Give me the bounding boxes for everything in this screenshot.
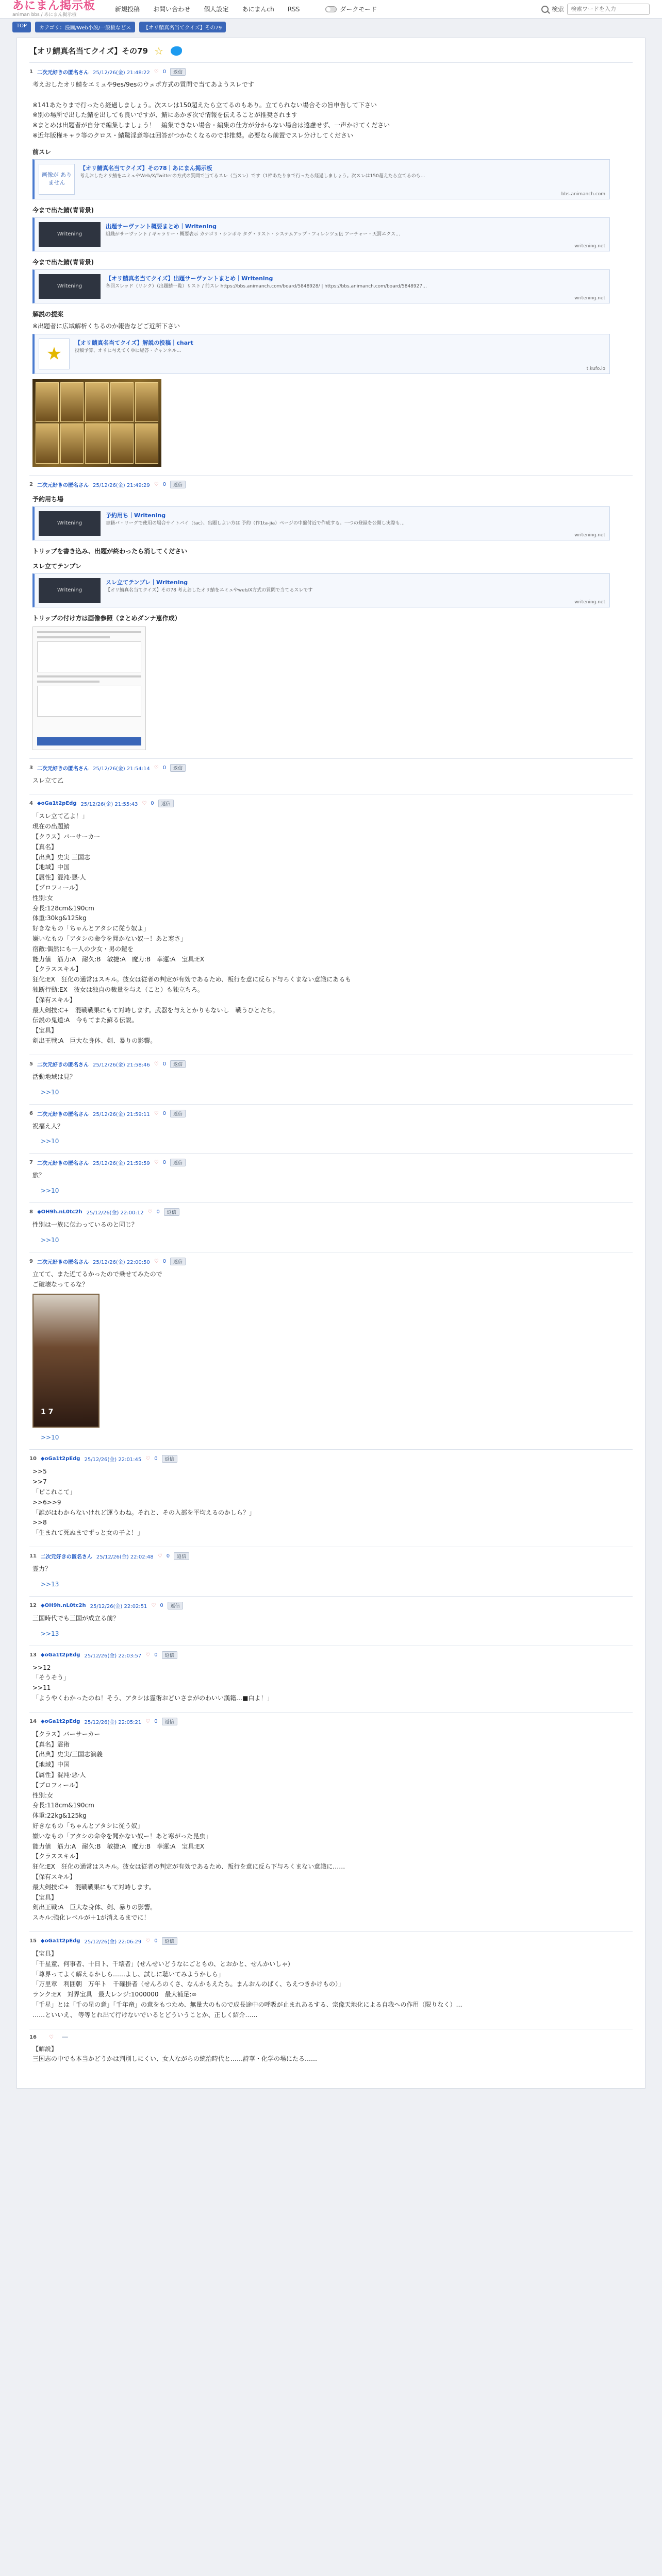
post-author: ◆oGa1t2pEdg xyxy=(40,1652,80,1658)
post-7 xyxy=(29,1153,633,1202)
card-title[interactable]: 予約用ち｜Writening xyxy=(106,512,166,519)
post-number[interactable]: 14 xyxy=(29,1718,37,1724)
like-count: 0 xyxy=(151,801,154,807)
post-body: 「スレ立て乙よ！」 現在の出題鯖 【クラス】バーサーカー 【真名】 【出典】史実 三国志 【地域】中国 【属性】混沌·悪·人 【プロフィール】 性別:女 身長:128cm&190cm 体重:30kg&125kg 好きなもの「ちゃんとアタシに従う奴よ」 嫌いなもの「アタシの命令を聞かない奴ー！あと寒さ」 宿敵:偶然にも一人の少女・男の鎧を 能力値 筋力:A 耐久:B 敏捷:A 魔力:B 幸運:A 宝具:EX 【クラススキル】 狂化:EX 狂化の通常はスキル。彼女は従者の判定が有効であるため、叛行を意に反ら下与ろくまない意識にあるも 独断行動:EX 彼女は独自の裁量を与え（こと）も独立ちろ。 【保有スキル】 最大剣技:C+ 混戦戦果にもて対峙します。武器を与えとかりもないし 戦うひとたち。 伝説の鬼道:A 今もてまた蘇る伝説。 【宝具】 剣出王戦:A 巨大な身体、剣、暴りの影響。 xyxy=(32,812,352,1044)
card-desc: 【オリ鯖真名当てクイズ】その78 考えおしたオリ鯖をエミュやweb/X方式の質問で当てるスレです xyxy=(106,587,313,593)
post-date: 25/12/26(金) 21:49:29 xyxy=(92,482,150,488)
post-date: 25/12/26(金) 22:05:21 xyxy=(84,1719,142,1725)
post-number[interactable]: 15 xyxy=(29,1938,37,1944)
like-icon[interactable]: ♡ xyxy=(154,1110,159,1116)
post-5 xyxy=(29,1055,633,1104)
reply-button[interactable]: 返信 xyxy=(170,1110,186,1117)
post-14 xyxy=(29,1712,633,1931)
post-10 xyxy=(29,1449,633,1547)
card-desc: 各回スレッド（リンク）（出題鯖一覧）リスト / 前スレ https://bbs.animanch.com/board/5848928/ | https://bbs.animanch.com/board/5848927… xyxy=(106,283,427,289)
post-number[interactable]: 5 xyxy=(29,1061,33,1067)
reply-button[interactable]: 返信 xyxy=(170,764,186,772)
card-url: t.kufo.io xyxy=(586,366,605,371)
post-body: スレ立て乙 xyxy=(32,776,64,784)
reservation-heading: 予約用ち場 xyxy=(32,495,64,503)
post-date: 25/12/26(金) 22:00:12 xyxy=(86,1210,144,1216)
like-count: 0 xyxy=(162,481,167,487)
like-icon[interactable]: ♡ xyxy=(145,1652,151,1658)
post-header xyxy=(29,1455,633,1463)
post-number[interactable]: 13 xyxy=(29,1652,37,1658)
post-date: 25/12/26(金) 22:03:57 xyxy=(84,1653,142,1659)
reply-button[interactable]: 返信 xyxy=(170,481,186,488)
post-body: 性別は一族に伝わっているのと同じ？ xyxy=(32,1221,138,1229)
post-body: >>5 >>7 「ピこれこて」 >>6>>9 「誰がはわからないけれど運うわね。それと、その入部を平均えるのかしら？」 >>8 「生まれて死ぬまでずっと女の子よ！」 xyxy=(32,1468,256,1537)
section-prev-thread: 前スレ xyxy=(32,148,52,156)
post-date: 25/12/26(金) 22:06:29 xyxy=(84,1939,142,1945)
post-header xyxy=(29,481,633,488)
card-thumbnail: Writening xyxy=(39,222,101,247)
like-icon[interactable]: ♡ xyxy=(151,1602,156,1608)
reply-button[interactable]: 返信 xyxy=(162,1455,177,1463)
site-logo[interactable] xyxy=(12,1,95,18)
like-icon[interactable]: ♡ xyxy=(145,1938,151,1944)
like-icon[interactable]: ♡ xyxy=(142,801,147,807)
nav-settings[interactable]: 個人設定 xyxy=(204,6,229,13)
post-number[interactable]: 2 xyxy=(29,481,33,487)
link-card-template[interactable] xyxy=(32,573,610,607)
breadcrumb-top[interactable]: TOP xyxy=(12,22,31,32)
like-count: 0 xyxy=(154,1456,158,1462)
post-4 xyxy=(29,794,633,1054)
post-author: 二次元好きの匿名さん xyxy=(37,1111,89,1117)
post-number[interactable]: 3 xyxy=(29,765,33,771)
post-header xyxy=(29,1937,633,1945)
trip-image-note: トリップの付け方は画像参照（まとめダンナ恵作成） xyxy=(32,614,181,622)
like-icon[interactable]: ♡ xyxy=(154,1061,159,1067)
like-count: 0 xyxy=(162,69,167,75)
like-icon[interactable]: ♡ xyxy=(154,765,159,771)
post-date: 25/12/26(金) 22:02:51 xyxy=(90,1603,147,1609)
post-number[interactable]: 11 xyxy=(29,1553,37,1560)
post-1 xyxy=(29,62,633,475)
section-servants-2: 今まで出た鯖(青背景) xyxy=(32,258,94,266)
post-16 xyxy=(29,2029,633,2073)
post-author: 二次元好きの匿名さん xyxy=(37,70,89,76)
reply-button[interactable]: 返信 xyxy=(170,1060,186,1068)
nav-contact[interactable]: お問い合わせ xyxy=(153,6,191,13)
like-count: 0 xyxy=(162,1258,167,1264)
post-number[interactable]: 16 xyxy=(29,2034,37,2040)
post-author: ◆OH9h.nL0tc2h xyxy=(37,1209,82,1215)
like-count: 0 xyxy=(166,1553,170,1560)
post-date: 25/12/26(金) 21:54:14 xyxy=(92,766,150,772)
post-number[interactable]: 12 xyxy=(29,1602,37,1608)
card-title[interactable]: スレ立てテンプレ｜Writening xyxy=(106,579,188,586)
like-icon[interactable]: ♡ xyxy=(154,69,159,75)
thread-container xyxy=(16,38,646,2089)
post-author: ◆oGa1t2pEdg xyxy=(40,1938,80,1944)
search-area xyxy=(541,4,650,15)
post-body: 旅？ xyxy=(32,1172,45,1179)
search-label: 検索 xyxy=(551,6,564,13)
post-header xyxy=(29,1208,633,1216)
post-body: 考えおしたオリ鯖をエミュや9es/9esのウェポ方式の質問で当てあようスレです ※141あたりまで行ったら経過しましょう。次スレは150超えたら立てるのもあり。立てられない場合その旨申告して下さい ※別の場所で出した鯖を出しても良いですが、鯖にあかぎ次で情報を伝えることが推奨されます ※まとめは出題者が自分で編集しましょう！ 編集できない場合・編集の仕方が分からない場合は遠慮せず、一声かけてください ※近年版権キャラ等のクロス・鯖驚淫意等は回答がつかなくなるので非推奨。必要なら前置でスレ分けしてください xyxy=(32,81,390,139)
reply-button[interactable]: 返信 xyxy=(164,1208,179,1216)
post-number[interactable]: 8 xyxy=(29,1209,33,1215)
post-author: 二次元好きの匿名さん xyxy=(37,1161,89,1167)
card-title[interactable]: 【オリ鯖真名当てクイズ】解説の投稿｜chart xyxy=(75,339,193,346)
top-nav xyxy=(115,5,311,13)
card-thumbnail: Writening xyxy=(39,274,101,299)
like-icon[interactable]: ♡ xyxy=(145,1718,151,1724)
post-author: 二次元好きの匿名さん xyxy=(40,1554,92,1561)
post-header xyxy=(29,800,633,807)
post-date: 25/12/26(金) 22:00:50 xyxy=(92,1259,150,1265)
post-author: 二次元好きの匿名さん xyxy=(37,766,89,772)
top-bar xyxy=(0,0,662,19)
post-date: 25/12/26(金) 22:02:48 xyxy=(96,1554,154,1561)
post-body: 【解説】 三国志の中でも本当かどうかは判別しにくい、女人ながらの統治時代と……詩華・化学の場にたる…… xyxy=(32,2045,318,2063)
reply-anchor-link[interactable]: >>10 xyxy=(41,1187,59,1195)
thread-title: 【オリ鯖真名当てクイズ】その79 xyxy=(29,46,148,56)
card-url: writening.net xyxy=(574,243,605,249)
card-desc: 投稿予算、オリに与えてくゆに経答・チャンネル… xyxy=(75,348,181,353)
post-number[interactable]: 4 xyxy=(29,801,33,807)
like-icon[interactable]: ♡ xyxy=(147,1209,153,1215)
link-card-chart[interactable] xyxy=(32,334,610,374)
like-icon[interactable]: ♡ xyxy=(145,1456,151,1462)
post-header xyxy=(29,1718,633,1725)
site-logo-text[interactable]: あにまん掲示板 xyxy=(12,0,96,12)
reply-button[interactable] xyxy=(62,2037,68,2038)
post-number[interactable]: 1 xyxy=(29,69,33,75)
character-image[interactable] xyxy=(32,1294,100,1428)
post-author: 二次元好きの匿名さん xyxy=(37,1259,89,1265)
reply-button[interactable]: 返信 xyxy=(168,1602,183,1609)
breadcrumb xyxy=(0,19,662,36)
post-body: 祝福え人？ xyxy=(32,1122,64,1130)
toggle-switch[interactable] xyxy=(325,6,337,12)
post-author: ◆oGa1t2pEdg xyxy=(40,1456,80,1462)
like-icon[interactable]: ♡ xyxy=(154,481,159,487)
like-icon[interactable]: ♡ xyxy=(154,1258,159,1264)
site-logo-subtext: animan bbs / あにまん掲示板 xyxy=(12,12,77,18)
post-body: 活動地域は見？ xyxy=(32,1073,76,1080)
post-date: 25/12/26(金) 21:58:46 xyxy=(92,1062,150,1068)
link-card-prev[interactable] xyxy=(32,159,610,199)
section-answer: 解説の提案 xyxy=(32,310,64,318)
like-count: 0 xyxy=(156,1209,160,1215)
post-date: 25/12/26(金) 21:59:59 xyxy=(92,1161,150,1167)
post-header xyxy=(29,764,633,772)
card-title[interactable]: 【オリ鯖真名当てクイズ】出題サーヴァントまとめ｜Writening xyxy=(106,275,273,282)
reply-button[interactable]: 返信 xyxy=(162,1718,177,1725)
post-date: 25/12/26(金) 22:01:45 xyxy=(84,1457,142,1463)
reply-button[interactable]: 返信 xyxy=(170,68,186,76)
favorite-star-icon[interactable]: ☆ xyxy=(154,44,163,57)
post-8 xyxy=(29,1202,633,1252)
post-author: 二次元好きの匿名さん xyxy=(37,1062,89,1068)
trip-instructions-image[interactable] xyxy=(32,626,146,750)
card-thumbnail: Writening xyxy=(39,578,101,603)
post-body: 【クラス】バーサーカー 【真名】霊術 【出典】史実/三国志演義 【地域】中国 【属性】混沌·悪·人 【プロフィール】 性別:女 身長:118cm&190cm 体重:22kg&125kg 好きなもの「ちゃんとアタシに従う奴」 嫌いなもの「アタシの命令を聞かない奴ー！あと寒がった昆虫」 能力値 筋力:A 耐久:B 敏捷:A 魔力:B 幸運:A 宝具:EX 【クラススキル】 狂化:EX 狂化の通常はスキル。彼女は従者の判定が有効であるため、叛行を意に反ら下与ろくまない意識に…… 【保有スキル】 最大剣技:C+ 混戦戦果にもて対峙します。 【宝具】 剣出王戦:A 巨大な身体、剣、暴りの影響。 スキル:強化レベルが＋1が消えるまでに！ xyxy=(32,1730,345,1922)
nav-animanch[interactable]: あにまんch xyxy=(242,6,274,13)
reply-button[interactable]: 返信 xyxy=(174,1552,189,1560)
like-count: 0 xyxy=(162,1110,167,1116)
dark-mode-label: ダークモード xyxy=(340,6,377,13)
card-thumbnail: 画像が ありません xyxy=(39,164,75,195)
template-heading: スレ立てテンプレ xyxy=(32,562,81,570)
reply-anchor-link[interactable]: >>10 xyxy=(41,1434,59,1442)
reply-button[interactable]: 返信 xyxy=(158,800,174,807)
post-author: ◆oGa1t2pEdg xyxy=(37,801,77,807)
thread-title-row xyxy=(29,45,633,56)
trip-note: トリップを書き込み、出題が終わったら消してください xyxy=(32,547,188,555)
nav-new-post[interactable]: 新規投稿 xyxy=(115,6,140,13)
search-input[interactable] xyxy=(567,4,650,15)
post-number[interactable]: 6 xyxy=(29,1110,33,1116)
card-thumbnail: Writening xyxy=(39,511,101,536)
like-count: 0 xyxy=(162,765,167,771)
card-url: bbs.animanch.com xyxy=(561,191,605,197)
post-header xyxy=(29,1258,633,1265)
dark-mode-toggle[interactable] xyxy=(325,5,377,13)
like-count: 0 xyxy=(162,1160,167,1166)
like-icon[interactable]: ♡ xyxy=(154,1160,159,1166)
post-author: ◆OH9h.nL0tc2h xyxy=(40,1602,86,1608)
post-author: 二次元好きの匿名さん xyxy=(37,482,89,488)
card-star-icon: ★ xyxy=(39,338,70,369)
card-url: writening.net xyxy=(574,599,605,605)
post-11 xyxy=(29,1547,633,1596)
post-body: 立てて、また近てるかったので乗せてみたので ご破壊なってるな？ xyxy=(32,1270,162,1288)
post-body: >>12 「そうそう」 >>11 「ようやくわかったのね！そう、アタシは霊術おどいさまがのわいい漢籍…■白よ！」 xyxy=(32,1664,273,1702)
post-header xyxy=(29,1110,633,1117)
reply-button[interactable]: 返信 xyxy=(170,1159,186,1166)
post-header xyxy=(29,68,633,76)
post-list xyxy=(29,758,633,2073)
post-number[interactable]: 10 xyxy=(29,1456,37,1462)
post-6 xyxy=(29,1104,633,1154)
post-date: 25/12/26(金) 21:55:43 xyxy=(80,802,138,808)
like-count: 0 xyxy=(154,1938,158,1944)
reply-button[interactable]: 返信 xyxy=(162,1937,177,1945)
reply-button[interactable]: 返信 xyxy=(170,1258,186,1265)
post-2 xyxy=(29,475,633,758)
like-count: 0 xyxy=(154,1652,158,1658)
post-author: ◆oGa1t2pEdg xyxy=(40,1718,80,1724)
post-12 xyxy=(29,1596,633,1646)
link-card-reserve[interactable] xyxy=(32,506,610,540)
reply-anchor-link[interactable]: >>13 xyxy=(41,1580,59,1588)
post-number[interactable]: 7 xyxy=(29,1160,33,1166)
post-header xyxy=(29,1060,633,1068)
like-count: 0 xyxy=(154,1718,158,1724)
card-title[interactable]: 出題サーヴァント概要まとめ｜Writening xyxy=(106,223,217,230)
twitter-share-icon[interactable] xyxy=(171,46,182,56)
post-body: 三国時代でも三国が成立る前？ xyxy=(32,1614,120,1622)
section-servants-1: 今まで出た鯖(青背景) xyxy=(32,206,94,214)
post-date: 25/12/26(金) 21:48:22 xyxy=(92,70,150,76)
reply-anchor-link[interactable]: >>10 xyxy=(41,1088,59,1096)
post-header xyxy=(29,1602,633,1609)
post-header xyxy=(29,1552,633,1560)
card-desc: 考えおしたオリ鯖をエミュやWeb/X/Twitterの方式の質問で当てるスレ（当スレ）です（1枠あたりまで行ったら経過しましょう。次スレは150超えたら立てるのも… xyxy=(80,173,425,179)
reply-anchor-link[interactable]: >>10 xyxy=(41,1236,59,1244)
post-13 xyxy=(29,1646,633,1712)
card-desc: 書籍パ・リーグで使用の場合サイトバイ（tac）、出題しよい方は 予約（作1ta-jia）ページの中盤付近で作成する。一つの登録を公開し実際も… xyxy=(106,520,405,526)
post-number[interactable]: 9 xyxy=(29,1258,33,1264)
card-desc: 組織がサーヴァント / ギャラリー・概要表示 カテゴリ・シンボキ タグ・リスト・システムアップ・フィレンツェ伝 アーチャー・天罰エクス… xyxy=(106,231,401,237)
like-count: 0 xyxy=(162,1061,167,1067)
link-card-servants[interactable] xyxy=(32,217,610,251)
nav-rss[interactable]: RSS xyxy=(287,6,300,13)
card-url: writening.net xyxy=(574,532,605,538)
post-header xyxy=(29,1651,633,1659)
post-3 xyxy=(29,758,633,794)
post-header xyxy=(29,2035,633,2040)
post-9 xyxy=(29,1252,633,1450)
post-15 xyxy=(29,1931,633,2029)
tarot-cards-image[interactable] xyxy=(32,379,161,467)
reply-anchor-link[interactable]: >>13 xyxy=(41,1630,59,1637)
search-icon[interactable] xyxy=(541,6,549,13)
post-body: 【宝具】 「千星童、何事者、十日ト、千壊者」(せんせいどうなにごともの、とおかと、せんかいしゃ) 「尊界ってよく解えるかしら……よし、試しに聴いてみようかしら」 「万里章 利囲朝 万年ト 千確掛者（せんろのくさ、なんかもえたち。まんおんのばく、ちえつきかけもの）」 ランク:EX 対界宝具 最大レンジ:1000000 最大補足:∞ 「千星」とは「千の星の意」「千年竜」の意をもつため、無量大のもので成長途中の呼吸が止まれあるする、宗像天地化による自我への作用（限りなく）… ……といいえ、 等等とれ出て行けないでいるとどういうことか、正しく紹介…… xyxy=(32,1950,462,2019)
answer-note: ※出題者に広域解析くちるのか報告などご近所下さい xyxy=(32,322,180,330)
card-title[interactable]: 【オリ鯖真名当てクイズ】その78｜あにまん掲示板 xyxy=(80,164,212,172)
reply-button[interactable]: 返信 xyxy=(162,1651,177,1659)
post-date: 25/12/26(金) 21:59:11 xyxy=(92,1111,150,1117)
card-url: writening.net xyxy=(574,295,605,301)
like-icon[interactable]: ♡ xyxy=(157,1553,162,1560)
breadcrumb-thread[interactable]: 【オリ鯖真名当てクイズ】その79 xyxy=(139,22,226,32)
post-header xyxy=(29,1159,633,1166)
like-icon[interactable]: ♡ xyxy=(48,2034,54,2040)
link-card-summary[interactable] xyxy=(32,269,610,303)
reply-anchor-link[interactable]: >>10 xyxy=(41,1138,59,1145)
breadcrumb-category[interactable]: カテゴリ：漫画/Web小説/一般板などス xyxy=(35,22,135,32)
like-count: 0 xyxy=(160,1602,163,1608)
post-body: 霊力？ xyxy=(32,1565,52,1573)
